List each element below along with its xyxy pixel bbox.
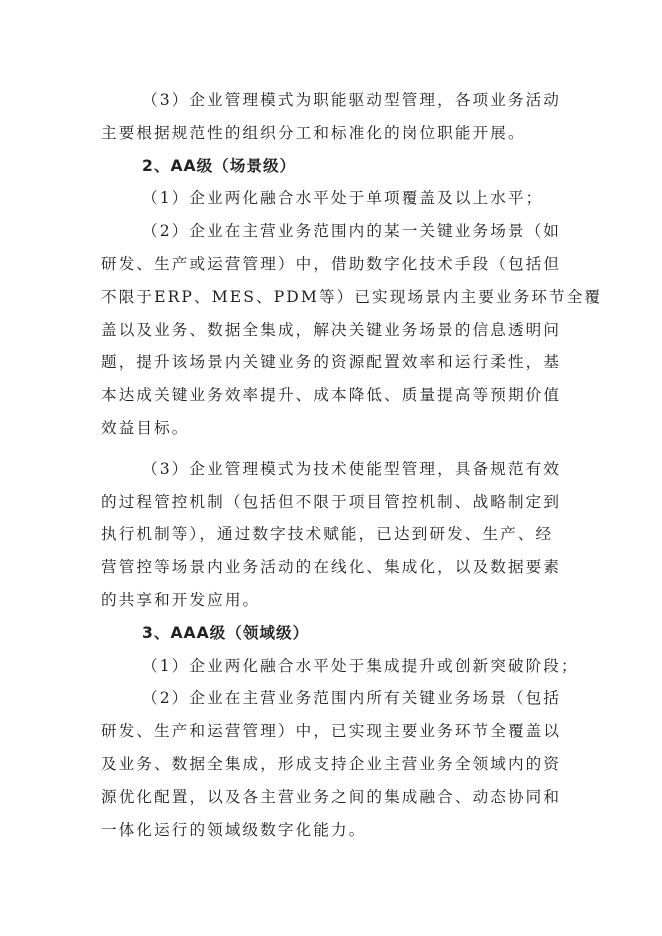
text-line: 营管控等场景内业务活动的在线化、集成化，以及数据要素 [101, 558, 562, 577]
text-line: （1）企业两化融合水平处于单项覆盖及以上水平； [142, 189, 544, 208]
text-line: 题，提升该场景内关键业务的资源配置效率和运行柔性，基 [101, 353, 562, 372]
text-line: （2）企业在主营业务范围内的某一关键业务场景（如 [142, 222, 561, 241]
text-line: （1）企业两化融合水平处于集成提升或创新突破阶段； [142, 656, 579, 675]
section-heading-aaa: 3、AAA级（领域级） [142, 623, 310, 642]
text-line: 及业务、数据全集成，形成支持企业主营业务全领域内的资 [101, 754, 562, 773]
text-line: （3）企业管理模式为职能驱动型管理，各项业务活动 [142, 91, 561, 109]
para-aa-3 [101, 453, 563, 617]
text-line: 执行机制等），通过数字技术赋能，已达到研发、生产、经 [101, 525, 554, 544]
text-line: 本达成关键业务效率提升、成本降低、质量提高等预期价值 [101, 386, 562, 405]
text-line: 一体化运行的领域级数字化能力。 [101, 820, 367, 839]
text-line: 主要根据规范性的组织分工和标准化的岗位职能开展。 [101, 123, 526, 142]
text-line: 的共享和开发应用。 [101, 590, 261, 609]
text-line: （2）企业在主营业务范围内所有关键业务场景（包括 [142, 689, 561, 708]
text-line: 的过程管控机制（包括但不限于项目管控机制、战略制定到 [101, 492, 562, 511]
document-page [101, 84, 603, 846]
text-line: 盖以及业务、数据全集成，解决关键业务场景的信息透明问 [101, 320, 562, 339]
text-line: 研发、生产或运营管理）中，借助数字化技术手段（包括但 [101, 254, 562, 273]
text-line: （3）企业管理模式为技术使能型管理，具备规范有效 [142, 459, 561, 478]
para-aaa-2 [101, 682, 563, 846]
text-line: 不限于ERP、MES、PDM等）已实现场景内主要业务环节全覆 [101, 287, 603, 306]
section-heading-aa: 2、AA级（场景级） [142, 156, 297, 175]
para-aa-prev-3 [101, 84, 563, 150]
para-aa-2 [101, 215, 603, 445]
text-line: 研发、生产和运营管理）中，已实现主要业务环节全覆盖以 [101, 722, 562, 741]
text-line: 效益目标。 [101, 418, 190, 437]
text-line: 源优化配置，以及各主营业务之间的集成融合、动态协同和 [101, 787, 562, 806]
